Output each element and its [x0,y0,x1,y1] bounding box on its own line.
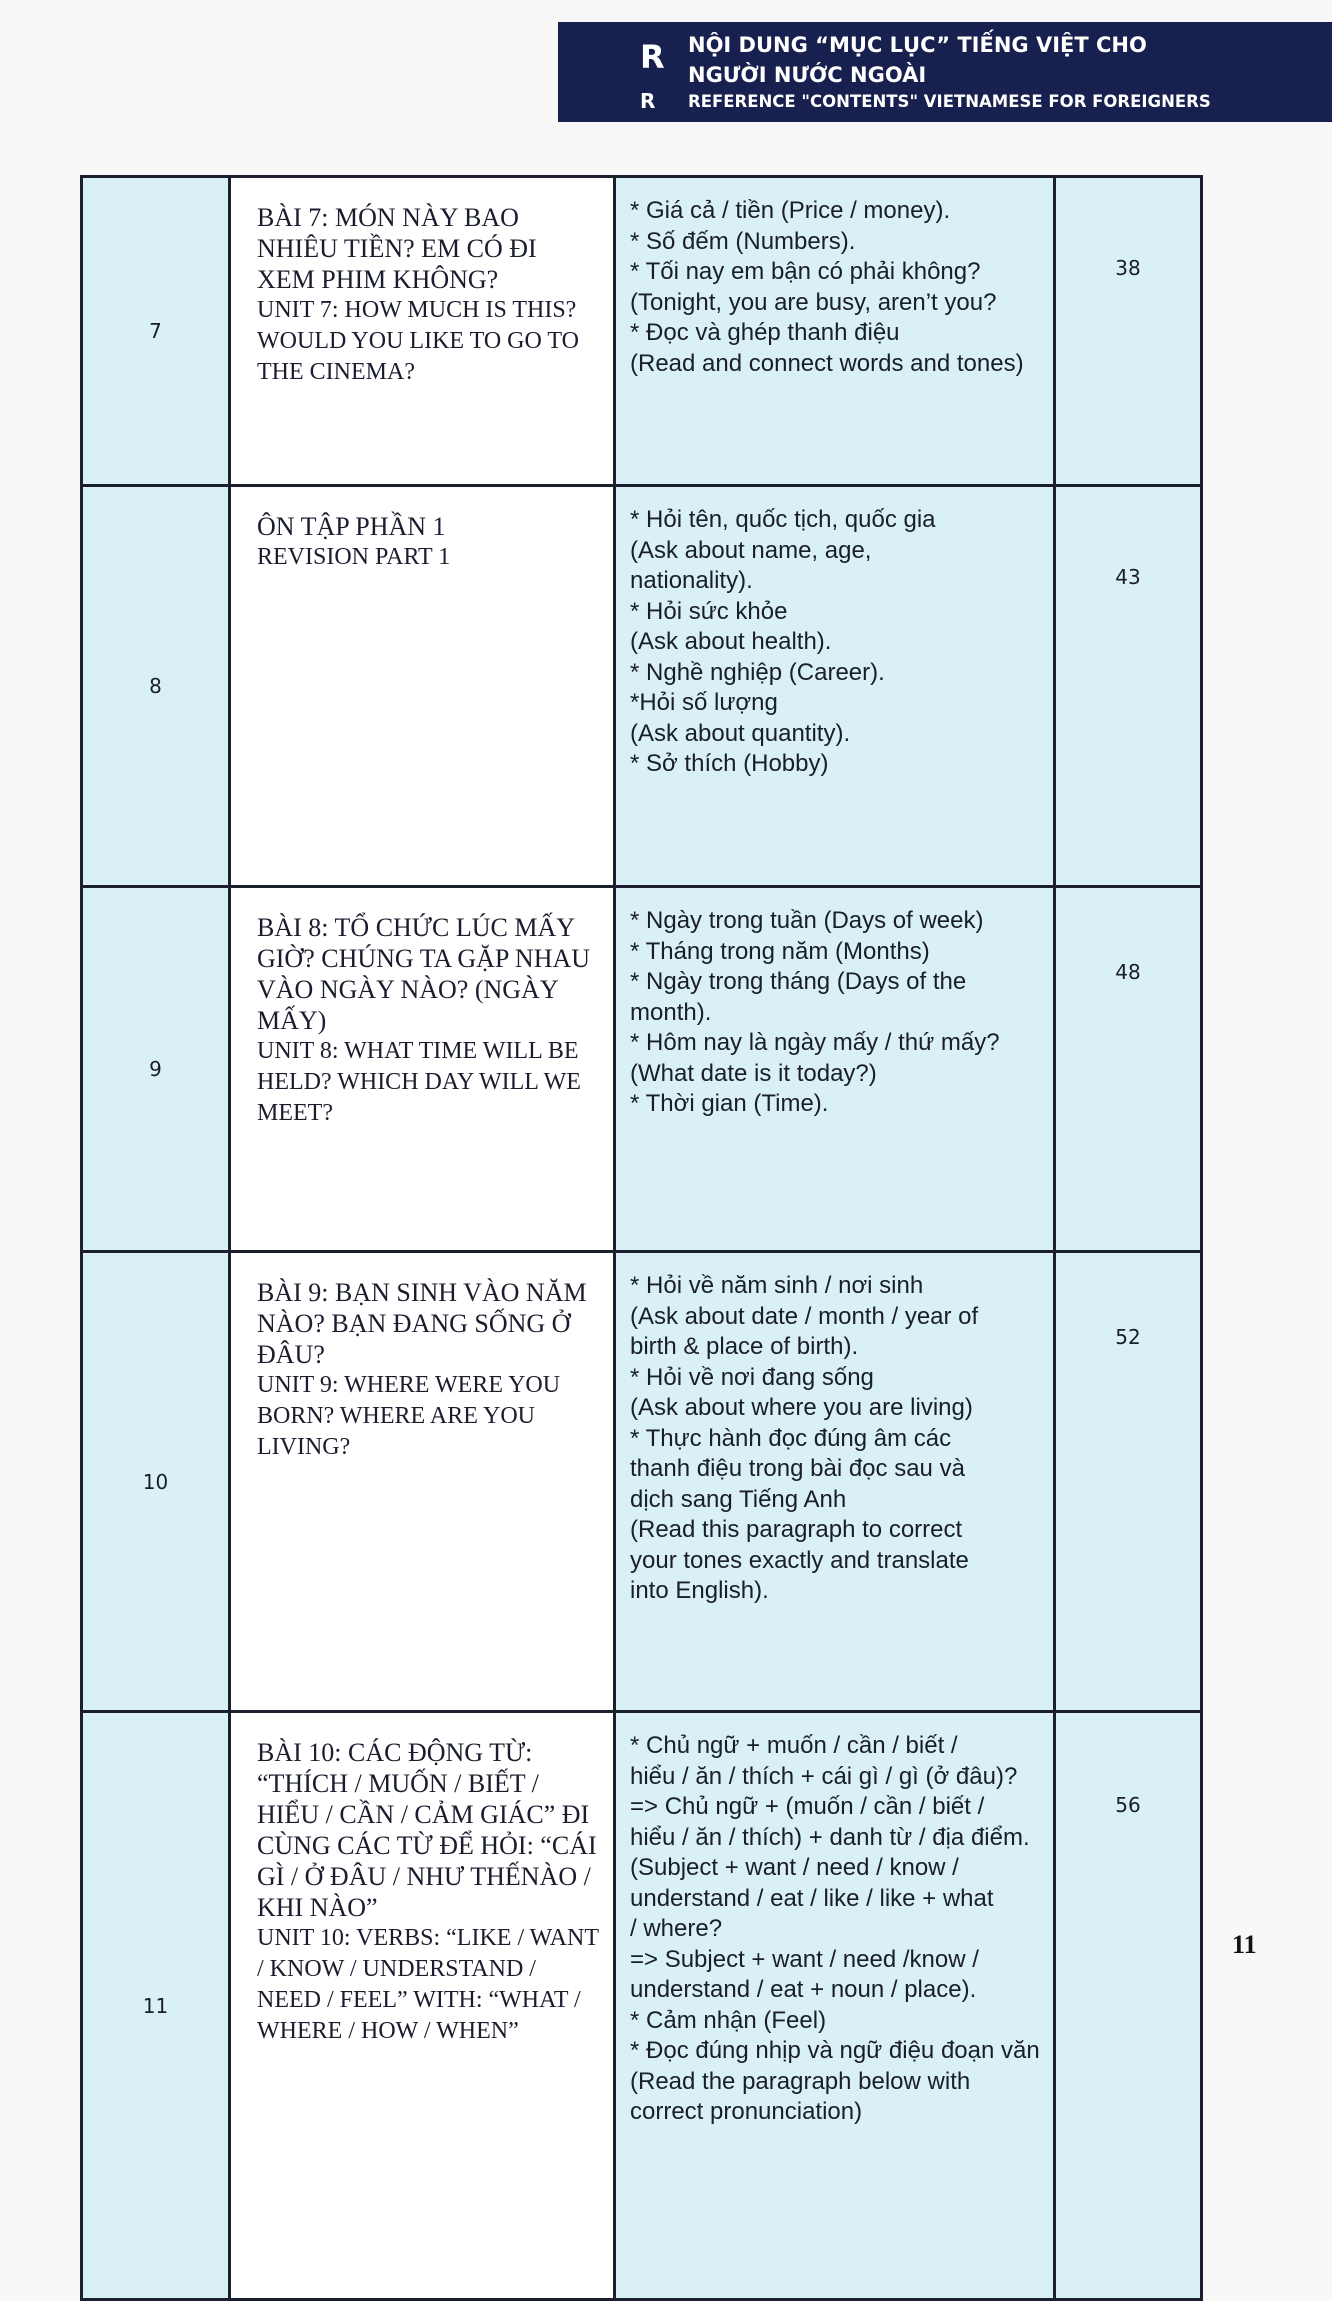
lesson-title-en: UNIT 8: WHAT TIME WILL BE HELD? WHICH DAY WILL WE MEET? [257,1038,581,1126]
lesson-content-cell [615,887,1055,1252]
content-line: (Ask about quantity). [630,719,851,747]
lesson-number: 8 [82,486,230,887]
content-line: * Đọc và ghép thanh điệu [630,319,900,346]
contents-table-body [82,177,1202,2300]
lesson-page-number: 52 [1115,1325,1141,1349]
table-row [82,887,1202,1252]
content-line: * Giá cả / tiền (Price / money). [630,197,951,224]
page-number: 11 [1232,1930,1257,1959]
content-line: * Hỏi về năm sinh / nơi sinh [630,1272,924,1299]
content-line: (Read the paragraph below with [630,2067,971,2095]
header-letter-bottom: R [640,89,656,113]
lesson-title-cell [230,486,615,887]
content-line: * Tối nay em bận có phải không? [630,258,981,285]
lesson-page-cell [1055,486,1202,887]
content-line: understand / eat + noun / place). [630,1976,977,2003]
content-line: * Chủ ngữ + muốn / cần / biết / [630,1732,958,1759]
lesson-page-cell [1055,1712,1202,2300]
lesson-page-number: 38 [1115,256,1141,280]
lesson-number: 11 [82,1712,230,2300]
lesson-title-vi: BÀI 9: BẠN SINH VÀO NĂM NÀO? BẠN ĐANG SỐNG Ở ĐÂU? [257,1278,587,1369]
content-line: * Hỏi tên, quốc tịch, quốc gia [630,506,936,533]
content-line: (Ask about name, age, [630,536,872,564]
lesson-title-en: UNIT 7: HOW MUCH IS THIS? WOULD YOU LIKE TO GO TO THE CINEMA? [257,297,579,385]
lesson-title-vi: BÀI 10: CÁC ĐỘNG TỪ: “THÍCH / MUỐN / BIẾT / HIỂU / CẦN / CẢM GIÁC” ĐI CÙNG CÁC TỪ ĐỂ HỎI: “CÁI GÌ / Ở ĐÂU / NHƯ THẾNÀO / KHI NÀO” [257,1738,597,1922]
lesson-content-cell [615,177,1055,486]
content-line: * Số đếm (Numbers). [630,227,856,255]
lesson-title-en: UNIT 10: VERBS: “LIKE / WANT / KNOW / UNDERSTAND / NEED / FEEL” WITH: “WHAT / WHERE / HOW / WHEN” [257,1925,599,2044]
table-row [82,177,1202,486]
content-line: birth & place of birth). [630,1333,859,1360]
content-line: *Hỏi số lượng [630,689,778,716]
lesson-content-cell [615,1252,1055,1712]
content-line: => Subject + want / need /know / [630,1945,979,1973]
lesson-page-cell [1055,887,1202,1252]
lesson-title-vi: BÀI 7: MÓN NÀY BAO NHIÊU TIỀN? EM CÓ ĐI XEM PHIM KHÔNG? [257,203,537,294]
content-line: * Hôm nay là ngày mấy / thứ mấy? [630,1029,1000,1056]
content-line: month). [630,998,712,1026]
lesson-title-en: REVISION PART 1 [257,544,451,570]
table-row [82,1712,1202,2300]
lesson-number: 9 [82,887,230,1252]
lesson-title-cell [230,887,615,1252]
lesson-page-number: 56 [1115,1793,1141,1817]
table-row [82,1252,1202,1712]
lesson-title-vi: ÔN TẬP PHẦN 1 [257,512,446,541]
content-line: * Đọc đúng nhịp và ngữ điệu đoạn văn [630,2037,1040,2064]
lesson-page-cell [1055,177,1202,486]
table-row [82,486,1202,887]
contents-table [80,175,1203,2301]
content-line: into English). [630,1577,769,1604]
content-line: * Thực hành đọc đúng âm các [630,1424,952,1452]
content-line: * Sở thích (Hobby) [630,750,829,777]
content-line: / where? [630,1915,723,1942]
content-line: * Nghề nghiệp (Career). [630,658,885,686]
content-line: (Ask about where you are living) [630,1394,973,1421]
content-line: (Ask about date / month / year of [630,1302,979,1330]
content-line: (Ask about health). [630,628,832,655]
content-line: * Thời gian (Time). [630,1090,829,1117]
content-line: (Subject + want / need / know / [630,1854,959,1881]
lesson-content-cell [615,486,1055,887]
content-line: (Read and connect words and tones) [630,349,1024,377]
lesson-page-number: 43 [1115,565,1141,589]
content-line: correct pronunciation) [630,2098,863,2125]
content-line: (Tonight, you are busy, aren’t you? [630,288,997,316]
content-line: * Hỏi về nơi đang sống [630,1363,874,1391]
content-line: nationality). [630,567,753,594]
content-line: hiểu / ăn / thích + cái gì / gì (ở đâu)? [630,1762,1018,1790]
lesson-page-cell [1055,1252,1202,1712]
lesson-number: 7 [82,177,230,486]
content-line: dịch sang Tiếng Anh [630,1485,847,1513]
content-line: * Hỏi sức khỏe [630,597,788,625]
content-line: your tones exactly and translate [630,1546,969,1574]
lesson-title-cell [230,177,615,486]
lesson-content-cell [615,1712,1055,2300]
content-line: (Read this paragraph to correct [630,1516,963,1543]
content-line: * Cảm nhận (Feel) [630,2006,827,2034]
lesson-title-vi: BÀI 8: TỔ CHỨC LÚC MẤY GIỜ? CHÚNG TA GẶP NHAU VÀO NGÀY NÀO? (NGÀY MẤY) [257,913,591,1035]
lesson-page-number: 48 [1115,960,1141,984]
lesson-number: 10 [82,1252,230,1712]
content-line: * Tháng trong năm (Months) [630,937,930,965]
content-line: understand / eat / like / like + what [630,1884,994,1912]
lesson-title-cell [230,1712,615,2300]
content-line: * Ngày trong tháng (Days of the [630,968,967,995]
header-banner [558,22,1332,122]
content-line: => Chủ ngữ + (muốn / cần / biết / [630,1793,985,1820]
header-title: NỘI DUNG “MỤC LỤC” TIẾNG VIỆT CHO NGƯỜI NƯỚC NGOÀI [688,33,1147,87]
content-line: thanh điệu trong bài đọc sau và [630,1455,965,1482]
lesson-title-en: UNIT 9: WHERE WERE YOU BORN? WHERE ARE YOU LIVING? [257,1372,561,1460]
header-letter-top: R [640,38,665,76]
content-line: * Ngày trong tuần (Days of week) [630,907,984,934]
header-subtitle: REFERENCE "CONTENTS" VIETNAMESE FOR FOREIGNERS [688,92,1211,111]
content-line: hiểu / ăn / thích) + danh từ / địa điểm. [630,1823,1030,1851]
content-line: (What date is it today?) [630,1059,877,1087]
lesson-title-cell [230,1252,615,1712]
